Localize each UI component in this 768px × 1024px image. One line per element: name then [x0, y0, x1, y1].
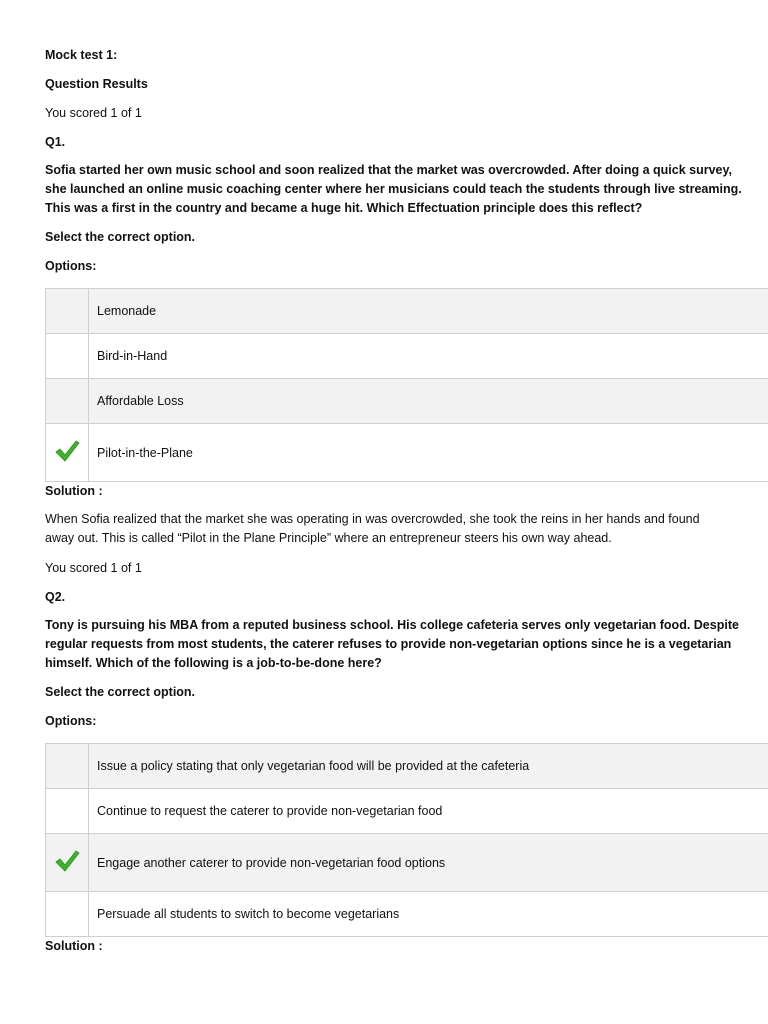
option-marker	[46, 744, 89, 789]
q1-instruction: Select the correct option.	[45, 230, 196, 244]
q2-text-line: Tony is pursuing his MBA from a reputed business school. His college cafeteria serves only vegetarian food. Despite	[45, 618, 739, 632]
q2-score: You scored 1 of 1	[45, 561, 142, 575]
option-marker	[46, 334, 89, 379]
q1-option-row[interactable]	[46, 334, 768, 379]
q1-solution-text	[45, 510, 745, 548]
test-title: Mock test 1:	[45, 48, 118, 62]
q1-option-row[interactable]	[46, 379, 768, 424]
q2-text-line: himself. Which of the following is a job-to-be-done here?	[45, 656, 382, 670]
option-label: Lemonade	[89, 289, 768, 334]
option-marker	[46, 424, 89, 482]
q2-option-row[interactable]	[46, 892, 768, 937]
check-icon	[54, 849, 80, 873]
q1-solution-label: Solution :	[45, 484, 103, 498]
option-marker	[46, 834, 89, 892]
option-marker	[46, 892, 89, 937]
q1-text-line: she launched an online music coaching center where her musicians could teach the students through live streaming.	[45, 182, 742, 196]
q1-options-table	[45, 288, 768, 482]
q2-option-row[interactable]	[46, 834, 768, 892]
q1-options-label: Options:	[45, 259, 97, 273]
q1-solution-line: away out. This is called “Pilot in the Plane Principle” where an entrepreneur steers his own way ahead.	[45, 531, 612, 545]
q2-solution-label: Solution :	[45, 939, 103, 953]
results-title: Question Results	[45, 77, 148, 91]
q1-text-line: This was a first in the country and became a huge hit. Which Effectuation principle does this reflect?	[45, 201, 643, 215]
option-label: Persuade all students to switch to become vegetarians	[89, 892, 768, 937]
option-label: Affordable Loss	[89, 379, 768, 424]
q1-score: You scored 1 of 1	[45, 106, 142, 120]
q2-text-line: regular requests from most students, the caterer refuses to provide non-vegetarian options since he is a vegetarian	[45, 637, 732, 651]
q1-option-row[interactable]	[46, 424, 768, 482]
q2-option-row[interactable]	[46, 789, 768, 834]
check-icon	[54, 439, 80, 463]
option-label: Bird-in-Hand	[89, 334, 768, 379]
q1-text-line: Sofia started her own music school and soon realized that the market was overcrowded. After doing a quick survey,	[45, 163, 732, 177]
option-label: Engage another caterer to provide non-vegetarian food options	[89, 834, 768, 892]
q2-question-text	[45, 616, 745, 673]
option-marker	[46, 789, 89, 834]
option-label: Pilot-in-the-Plane	[89, 424, 768, 482]
q2-instruction: Select the correct option.	[45, 685, 196, 699]
q1-question-text	[45, 161, 745, 218]
q1-number: Q1.	[45, 135, 66, 149]
q1-option-row[interactable]	[46, 289, 768, 334]
q1-solution-line: When Sofia realized that the market she was operating in was overcrowded, she took the reins in her hands and found	[45, 512, 700, 526]
q2-option-row[interactable]	[46, 744, 768, 789]
option-marker	[46, 379, 89, 424]
q2-options-table	[45, 743, 768, 937]
q2-options-label: Options:	[45, 714, 97, 728]
option-label: Issue a policy stating that only vegetarian food will be provided at the cafeteria	[89, 744, 768, 789]
option-marker	[46, 289, 89, 334]
q2-number: Q2.	[45, 590, 66, 604]
option-label: Continue to request the caterer to provide non-vegetarian food	[89, 789, 768, 834]
